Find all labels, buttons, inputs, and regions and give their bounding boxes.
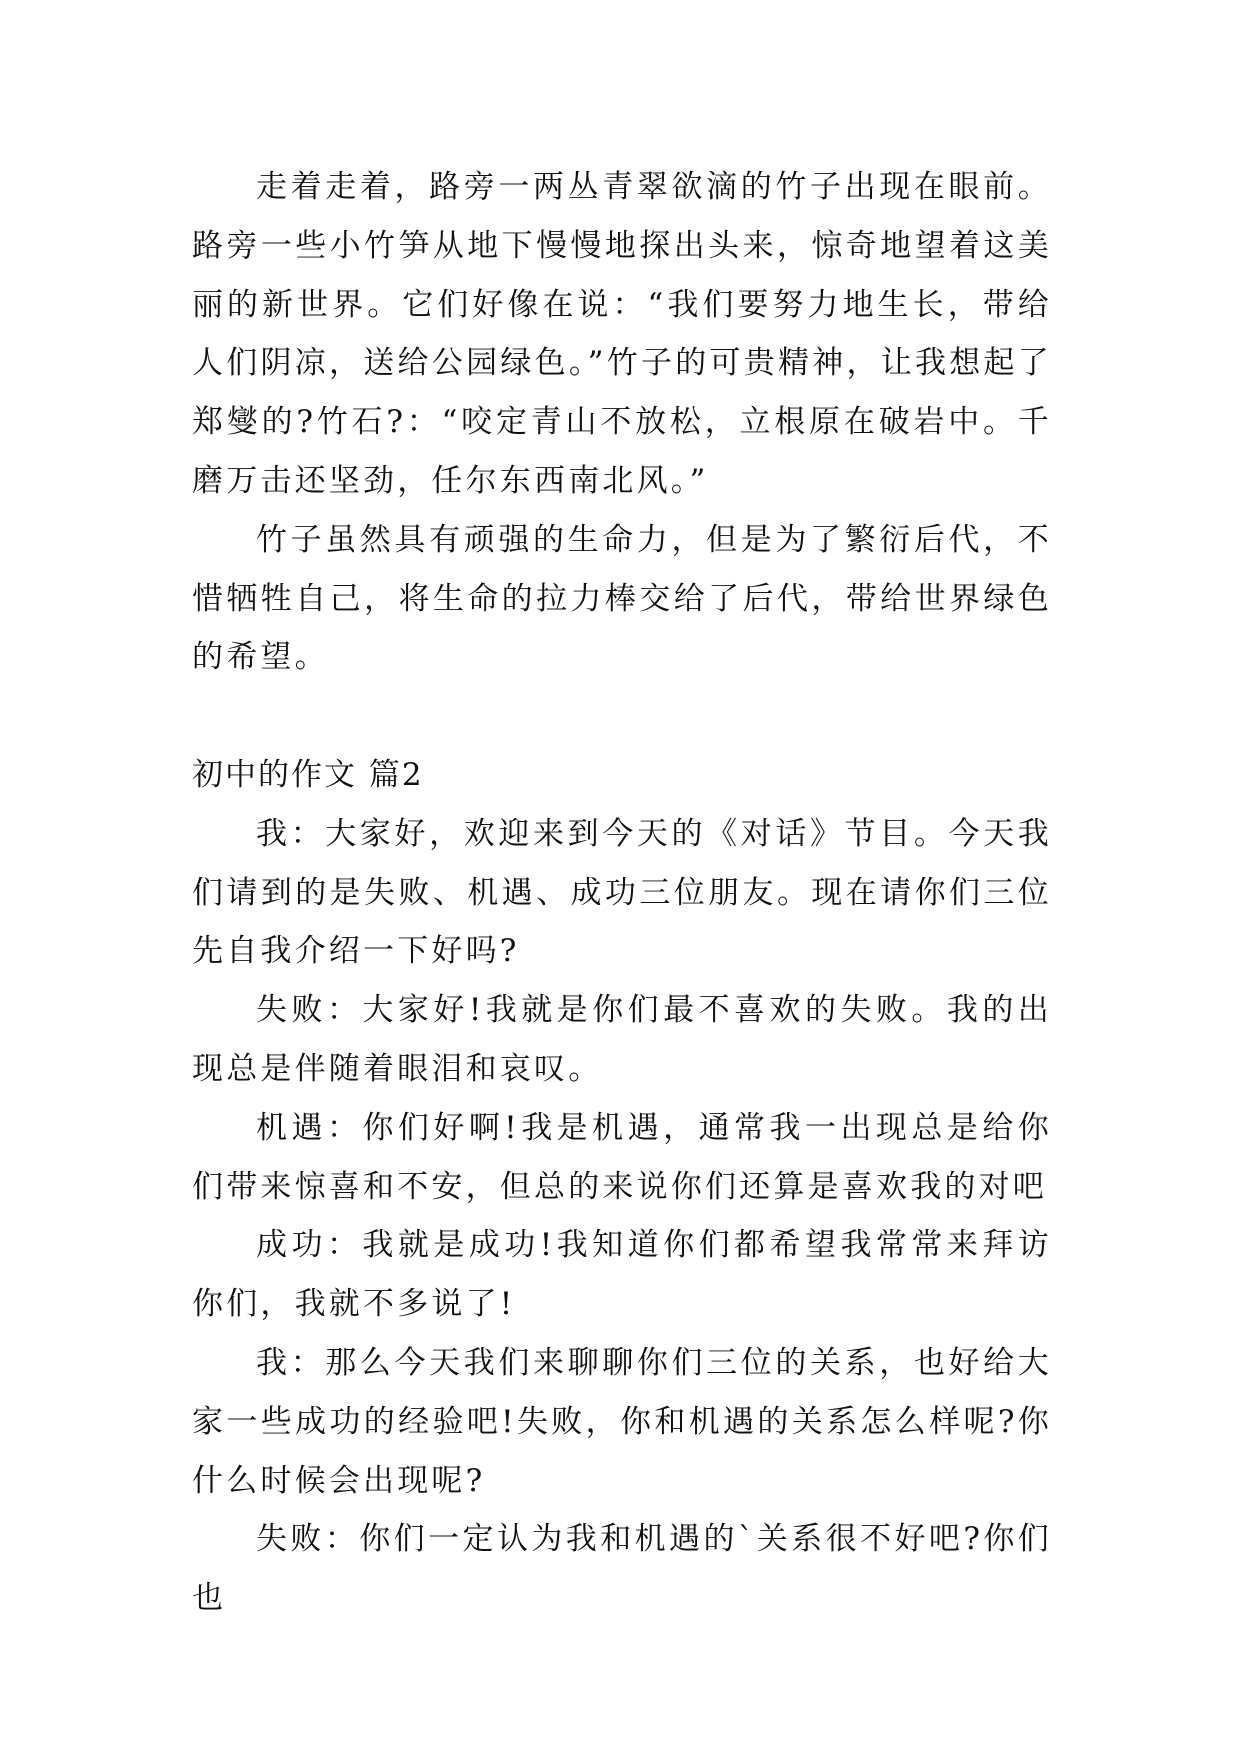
paragraph: 走着走着，路旁一两丛青翠欲滴的竹子出现在眼前。路旁一些小竹笋从地下慢慢地探出头来，惊奇地望着这美丽的新世界。它们好像在说：“我们要努力地生长，带给人们阴凉，送给公园绿色。”竹子的可贵精神，让我想起了郑燮的?竹石?：“咬定青山不放松，立根原在破岩中。千磨万击还坚劲，任尔东西南北风。”: [192, 169, 1052, 499]
paragraph: 成功：我就是成功!我知道你们都希望我常常来拜访你们，我就不多说了!: [192, 1227, 1052, 1323]
paragraph: 失败：大家好!我就是你们最不喜欢的失败。我的出现总是伴随着眼泪和哀叹。: [192, 992, 1052, 1087]
paragraph: 竹子虽然具有顽强的生命力，但是为了繁衍后代，不惜牺牲自己，将生命的拉力棒交给了后代，带给世界绿色的希望。: [192, 521, 1052, 676]
paragraph: 失败：你们一定认为我和机遇的`关系很不好吧?你们也: [192, 1521, 1052, 1617]
paragraph: 我：那么今天我们来聊聊你们三位的关系，也好给大家一些成功的经验吧!失败，你和机遇的关系怎么样呢?你什么时候会出现呢?: [192, 1344, 1052, 1499]
paragraph: 机遇：你们好啊!我是机遇，通常我一出现总是给你们带来惊喜和不安，但总的来说你们还算是喜欢我的对吧: [192, 1109, 1052, 1205]
section-heading: 初中的作文 篇2: [192, 756, 424, 793]
document-body: [192, 158, 1052, 1628]
paragraph: 我：大家好，欢迎来到今天的《对话》节目。今天我们请到的是失败、机遇、成功三位朋友。现在请你们三位先自我介绍一下好吗?: [192, 815, 1052, 970]
